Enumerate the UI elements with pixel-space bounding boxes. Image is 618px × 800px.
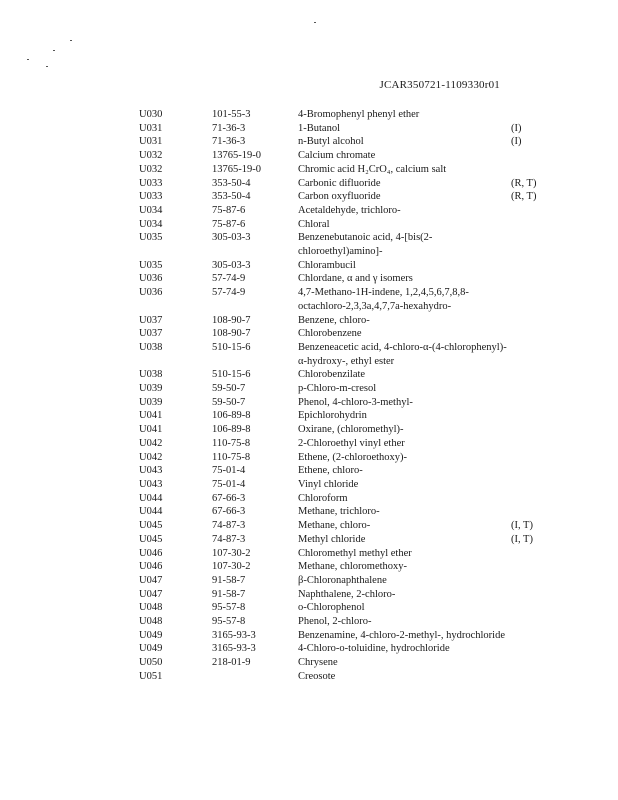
hazard-code bbox=[511, 560, 551, 574]
cas-number: 57-74-9 bbox=[212, 287, 246, 299]
hazard-code bbox=[511, 629, 551, 643]
table-row bbox=[139, 396, 551, 410]
table-row bbox=[139, 204, 551, 218]
hazard-code bbox=[511, 478, 551, 492]
cas-number: 75-01-4 bbox=[212, 478, 246, 490]
waste-code: U034 bbox=[139, 204, 163, 216]
cas-number: 91-58-7 bbox=[212, 574, 246, 586]
substance-name: 4-Chloro-o-toluidine, hydrochloride bbox=[298, 643, 450, 655]
table-row bbox=[139, 135, 551, 149]
hazard-code bbox=[511, 259, 551, 273]
substance-name: Carbon oxyfluoride bbox=[298, 191, 381, 203]
substance-name: Methane, chloromethoxy- bbox=[298, 561, 408, 573]
hazard-code bbox=[511, 588, 551, 602]
hazard-code: (I, T) bbox=[511, 533, 533, 545]
hazard-code bbox=[511, 341, 551, 368]
cas-number: 95-57-8 bbox=[212, 602, 246, 614]
hazard-code bbox=[511, 382, 551, 396]
table-row bbox=[139, 533, 551, 547]
table-row bbox=[139, 505, 551, 519]
cas-number: 353-50-4 bbox=[212, 191, 251, 203]
waste-code: U041 bbox=[139, 424, 163, 436]
hazard-code bbox=[511, 574, 551, 588]
table-row bbox=[139, 547, 551, 561]
cas-number: 107-30-2 bbox=[212, 561, 251, 573]
table-row bbox=[139, 601, 551, 615]
table-row bbox=[139, 272, 551, 286]
waste-code: U042 bbox=[139, 451, 163, 463]
waste-code: U035 bbox=[139, 259, 163, 271]
hazard-code bbox=[511, 547, 551, 561]
hazard-code bbox=[511, 396, 551, 410]
waste-code: U050 bbox=[139, 657, 163, 669]
hazard-code bbox=[511, 163, 551, 177]
cas-number: 108-90-7 bbox=[212, 314, 251, 326]
cas-number: 353-50-4 bbox=[212, 177, 251, 189]
substance-name: o-Chlorophenol bbox=[298, 602, 365, 614]
waste-code: U048 bbox=[139, 616, 163, 628]
table-row bbox=[139, 341, 551, 368]
substance-name: 4,7-Methano-1H-indene, 1,2,4,5,6,7,8,8-octachloro-2,3,3a,4,7,7a-hexahydro- bbox=[298, 287, 469, 312]
hazard-code bbox=[511, 204, 551, 218]
hazard-code bbox=[511, 327, 551, 341]
substance-name: Chlordane, α and γ isomers bbox=[298, 273, 413, 285]
cas-number: 3165-93-3 bbox=[212, 643, 256, 655]
substance-name: Ethene, chloro- bbox=[298, 465, 363, 477]
cas-number: 75-01-4 bbox=[212, 465, 246, 477]
substance-name: Chlorobenzene bbox=[298, 328, 362, 340]
table-row bbox=[139, 451, 551, 465]
substance-name: Chlorobenzilate bbox=[298, 369, 366, 381]
table-row bbox=[139, 642, 551, 656]
hazard-code bbox=[511, 286, 551, 313]
substance-name: Naphthalene, 2-chloro- bbox=[298, 588, 396, 600]
waste-code: U039 bbox=[139, 396, 163, 408]
hazard-code bbox=[511, 601, 551, 615]
substance-name: Oxirane, (chloromethyl)- bbox=[298, 424, 404, 436]
cas-number: 107-30-2 bbox=[212, 547, 251, 559]
substance-name: Calcium chromate bbox=[298, 150, 376, 162]
waste-code: U043 bbox=[139, 465, 163, 477]
waste-code: U044 bbox=[139, 492, 163, 504]
hazard-code: (R, T) bbox=[511, 191, 537, 203]
table-row bbox=[139, 588, 551, 602]
table-row bbox=[139, 190, 551, 204]
cas-number: 3165-93-3 bbox=[212, 629, 256, 641]
table-row bbox=[139, 122, 551, 136]
table-row bbox=[139, 492, 551, 506]
hazard-code bbox=[511, 314, 551, 328]
cas-number: 106-89-8 bbox=[212, 424, 251, 436]
hazard-code bbox=[511, 437, 551, 451]
substance-name: Benzenamine, 4-chloro-2-methyl-, hydrochloride bbox=[298, 629, 506, 641]
substance-name: Acetaldehyde, trichloro- bbox=[298, 204, 401, 216]
waste-code: U051 bbox=[139, 670, 163, 682]
substance-name: n-Butyl alcohol bbox=[298, 136, 364, 148]
waste-code: U042 bbox=[139, 437, 163, 449]
cas-number: 67-66-3 bbox=[212, 492, 246, 504]
substance-name: 4-Bromophenyl phenyl ether bbox=[298, 109, 420, 120]
waste-code: U049 bbox=[139, 629, 163, 641]
table-row bbox=[139, 615, 551, 629]
cas-number: 75-87-6 bbox=[212, 218, 246, 230]
hazard-code bbox=[511, 368, 551, 382]
hazard-code: (I, T) bbox=[511, 520, 533, 532]
hazard-code bbox=[511, 409, 551, 423]
table-row bbox=[139, 218, 551, 232]
table-row bbox=[139, 670, 551, 684]
cas-number: 510-15-6 bbox=[212, 369, 251, 381]
substance-name: Chlorambucil bbox=[298, 259, 356, 271]
waste-code: U046 bbox=[139, 547, 163, 559]
table-row bbox=[139, 108, 551, 122]
waste-code: U048 bbox=[139, 602, 163, 614]
table-row bbox=[139, 629, 551, 643]
substance-name: Chloromethyl methyl ether bbox=[298, 547, 412, 559]
substance-name: Chromic acid H₂CrO₄, calcium salt bbox=[298, 163, 447, 175]
cas-number: 110-75-8 bbox=[212, 451, 251, 463]
waste-code: U038 bbox=[139, 369, 163, 381]
substance-name: Chloral bbox=[298, 218, 330, 230]
substance-name: Ethene, (2-chloroethoxy)- bbox=[298, 451, 408, 463]
hazard-code bbox=[511, 149, 551, 163]
hazard-code bbox=[511, 642, 551, 656]
waste-code: U045 bbox=[139, 533, 163, 545]
waste-code: U031 bbox=[139, 122, 163, 134]
hazard-code bbox=[511, 108, 551, 122]
cas-number: 67-66-3 bbox=[212, 506, 246, 518]
hazard-code: (I) bbox=[511, 136, 522, 148]
substance-name: Benzenebutanoic acid, 4-[bis(2-chloroethyl)amino]- bbox=[298, 232, 433, 258]
waste-code: U037 bbox=[139, 314, 163, 326]
cas-number bbox=[212, 670, 298, 684]
cas-number: 71-36-3 bbox=[212, 122, 246, 134]
waste-code: U032 bbox=[139, 163, 163, 175]
cas-number: 74-87-3 bbox=[212, 520, 246, 532]
waste-code: U045 bbox=[139, 520, 163, 532]
table-row bbox=[139, 382, 551, 396]
cas-number: 57-74-9 bbox=[212, 273, 246, 285]
substance-name: β-Chloronaphthalene bbox=[298, 574, 387, 586]
waste-code: U044 bbox=[139, 506, 163, 518]
hazard-code bbox=[511, 670, 551, 684]
substance-name: Methane, chloro- bbox=[298, 520, 371, 532]
substance-name: Methane, trichloro- bbox=[298, 506, 380, 518]
hazard-code bbox=[511, 272, 551, 286]
hazard-code bbox=[511, 615, 551, 629]
substance-name: Benzeneacetic acid, 4-chloro-α-(4-chlorophenyl)-α-hydroxy-, ethyl ester bbox=[298, 341, 507, 367]
cas-number: 71-36-3 bbox=[212, 136, 246, 148]
table-row bbox=[139, 560, 551, 574]
table-row bbox=[139, 574, 551, 588]
waste-code: U039 bbox=[139, 383, 163, 395]
table-row bbox=[139, 478, 551, 492]
waste-code: U041 bbox=[139, 410, 163, 422]
cas-number: 13765-19-0 bbox=[212, 163, 261, 175]
substance-name: Phenol, 4-chloro-3-methyl- bbox=[298, 396, 413, 408]
table-row bbox=[139, 656, 551, 670]
document-id: JCAR350721-1109330r01 bbox=[379, 79, 500, 91]
cas-number: 510-15-6 bbox=[212, 341, 251, 353]
hazard-code bbox=[511, 656, 551, 670]
hazard-code bbox=[511, 423, 551, 437]
cas-number: 95-57-8 bbox=[212, 616, 246, 628]
hazard-code bbox=[511, 464, 551, 478]
table-row bbox=[139, 423, 551, 437]
cas-number: 13765-19-0 bbox=[212, 150, 261, 162]
table-row bbox=[139, 177, 551, 191]
hazard-code bbox=[511, 505, 551, 519]
cas-number: 59-50-7 bbox=[212, 383, 246, 395]
cas-number: 106-89-8 bbox=[212, 410, 251, 422]
waste-code: U036 bbox=[139, 273, 163, 285]
cas-number: 75-87-6 bbox=[212, 204, 246, 216]
cas-number: 59-50-7 bbox=[212, 396, 246, 408]
hazard-code bbox=[511, 451, 551, 465]
substance-name: 1-Butanol bbox=[298, 122, 340, 134]
table-row bbox=[139, 437, 551, 451]
hazard-code: (R, T) bbox=[511, 177, 537, 189]
waste-code: U031 bbox=[139, 136, 163, 148]
table-row bbox=[139, 327, 551, 341]
waste-code: U038 bbox=[139, 341, 163, 353]
cas-number: 74-87-3 bbox=[212, 533, 246, 545]
waste-code-table bbox=[139, 108, 551, 684]
hazard-code: (I) bbox=[511, 122, 522, 134]
substance-name: p-Chloro-m-cresol bbox=[298, 383, 377, 395]
waste-code: U047 bbox=[139, 588, 163, 600]
cas-number: 110-75-8 bbox=[212, 437, 251, 449]
waste-code: U036 bbox=[139, 287, 163, 299]
hazard-code bbox=[511, 231, 551, 258]
hazard-code bbox=[511, 218, 551, 232]
cas-number: 305-03-3 bbox=[212, 232, 251, 244]
table-row bbox=[139, 163, 551, 177]
substance-name: Chloroform bbox=[298, 492, 348, 504]
waste-code: U037 bbox=[139, 328, 163, 340]
cas-number: 101-55-3 bbox=[212, 109, 251, 120]
cas-number: 108-90-7 bbox=[212, 328, 251, 340]
waste-code: U034 bbox=[139, 218, 163, 230]
substance-name: 2-Chloroethyl vinyl ether bbox=[298, 437, 405, 449]
waste-code: U035 bbox=[139, 232, 163, 244]
substance-name: Epichlorohydrin bbox=[298, 410, 367, 422]
cas-number: 218-01-9 bbox=[212, 657, 251, 669]
waste-code: U043 bbox=[139, 478, 163, 490]
table-row bbox=[139, 368, 551, 382]
cas-number: 305-03-3 bbox=[212, 259, 251, 271]
table-row bbox=[139, 409, 551, 423]
table-row bbox=[139, 464, 551, 478]
table-row bbox=[139, 519, 551, 533]
waste-code: U032 bbox=[139, 150, 163, 162]
table-row bbox=[139, 149, 551, 163]
substance-name: Carbonic difluoride bbox=[298, 177, 381, 189]
cas-number: 91-58-7 bbox=[212, 588, 246, 600]
substance-name: Chrysene bbox=[298, 657, 338, 669]
waste-code: U030 bbox=[139, 109, 163, 120]
substance-name: Vinyl chloride bbox=[298, 478, 359, 490]
hazard-code bbox=[511, 492, 551, 506]
table-row bbox=[139, 286, 551, 313]
waste-code: U033 bbox=[139, 177, 163, 189]
substance-name: Methyl chloride bbox=[298, 533, 366, 545]
waste-code: U049 bbox=[139, 643, 163, 655]
substance-name: Creosote bbox=[298, 670, 336, 682]
waste-code: U047 bbox=[139, 574, 163, 586]
table-row bbox=[139, 314, 551, 328]
table-row bbox=[139, 259, 551, 273]
substance-name: Phenol, 2-chloro- bbox=[298, 616, 372, 628]
table-row bbox=[139, 231, 551, 258]
waste-code: U033 bbox=[139, 191, 163, 203]
substance-name: Benzene, chloro- bbox=[298, 314, 370, 326]
waste-code: U046 bbox=[139, 561, 163, 573]
